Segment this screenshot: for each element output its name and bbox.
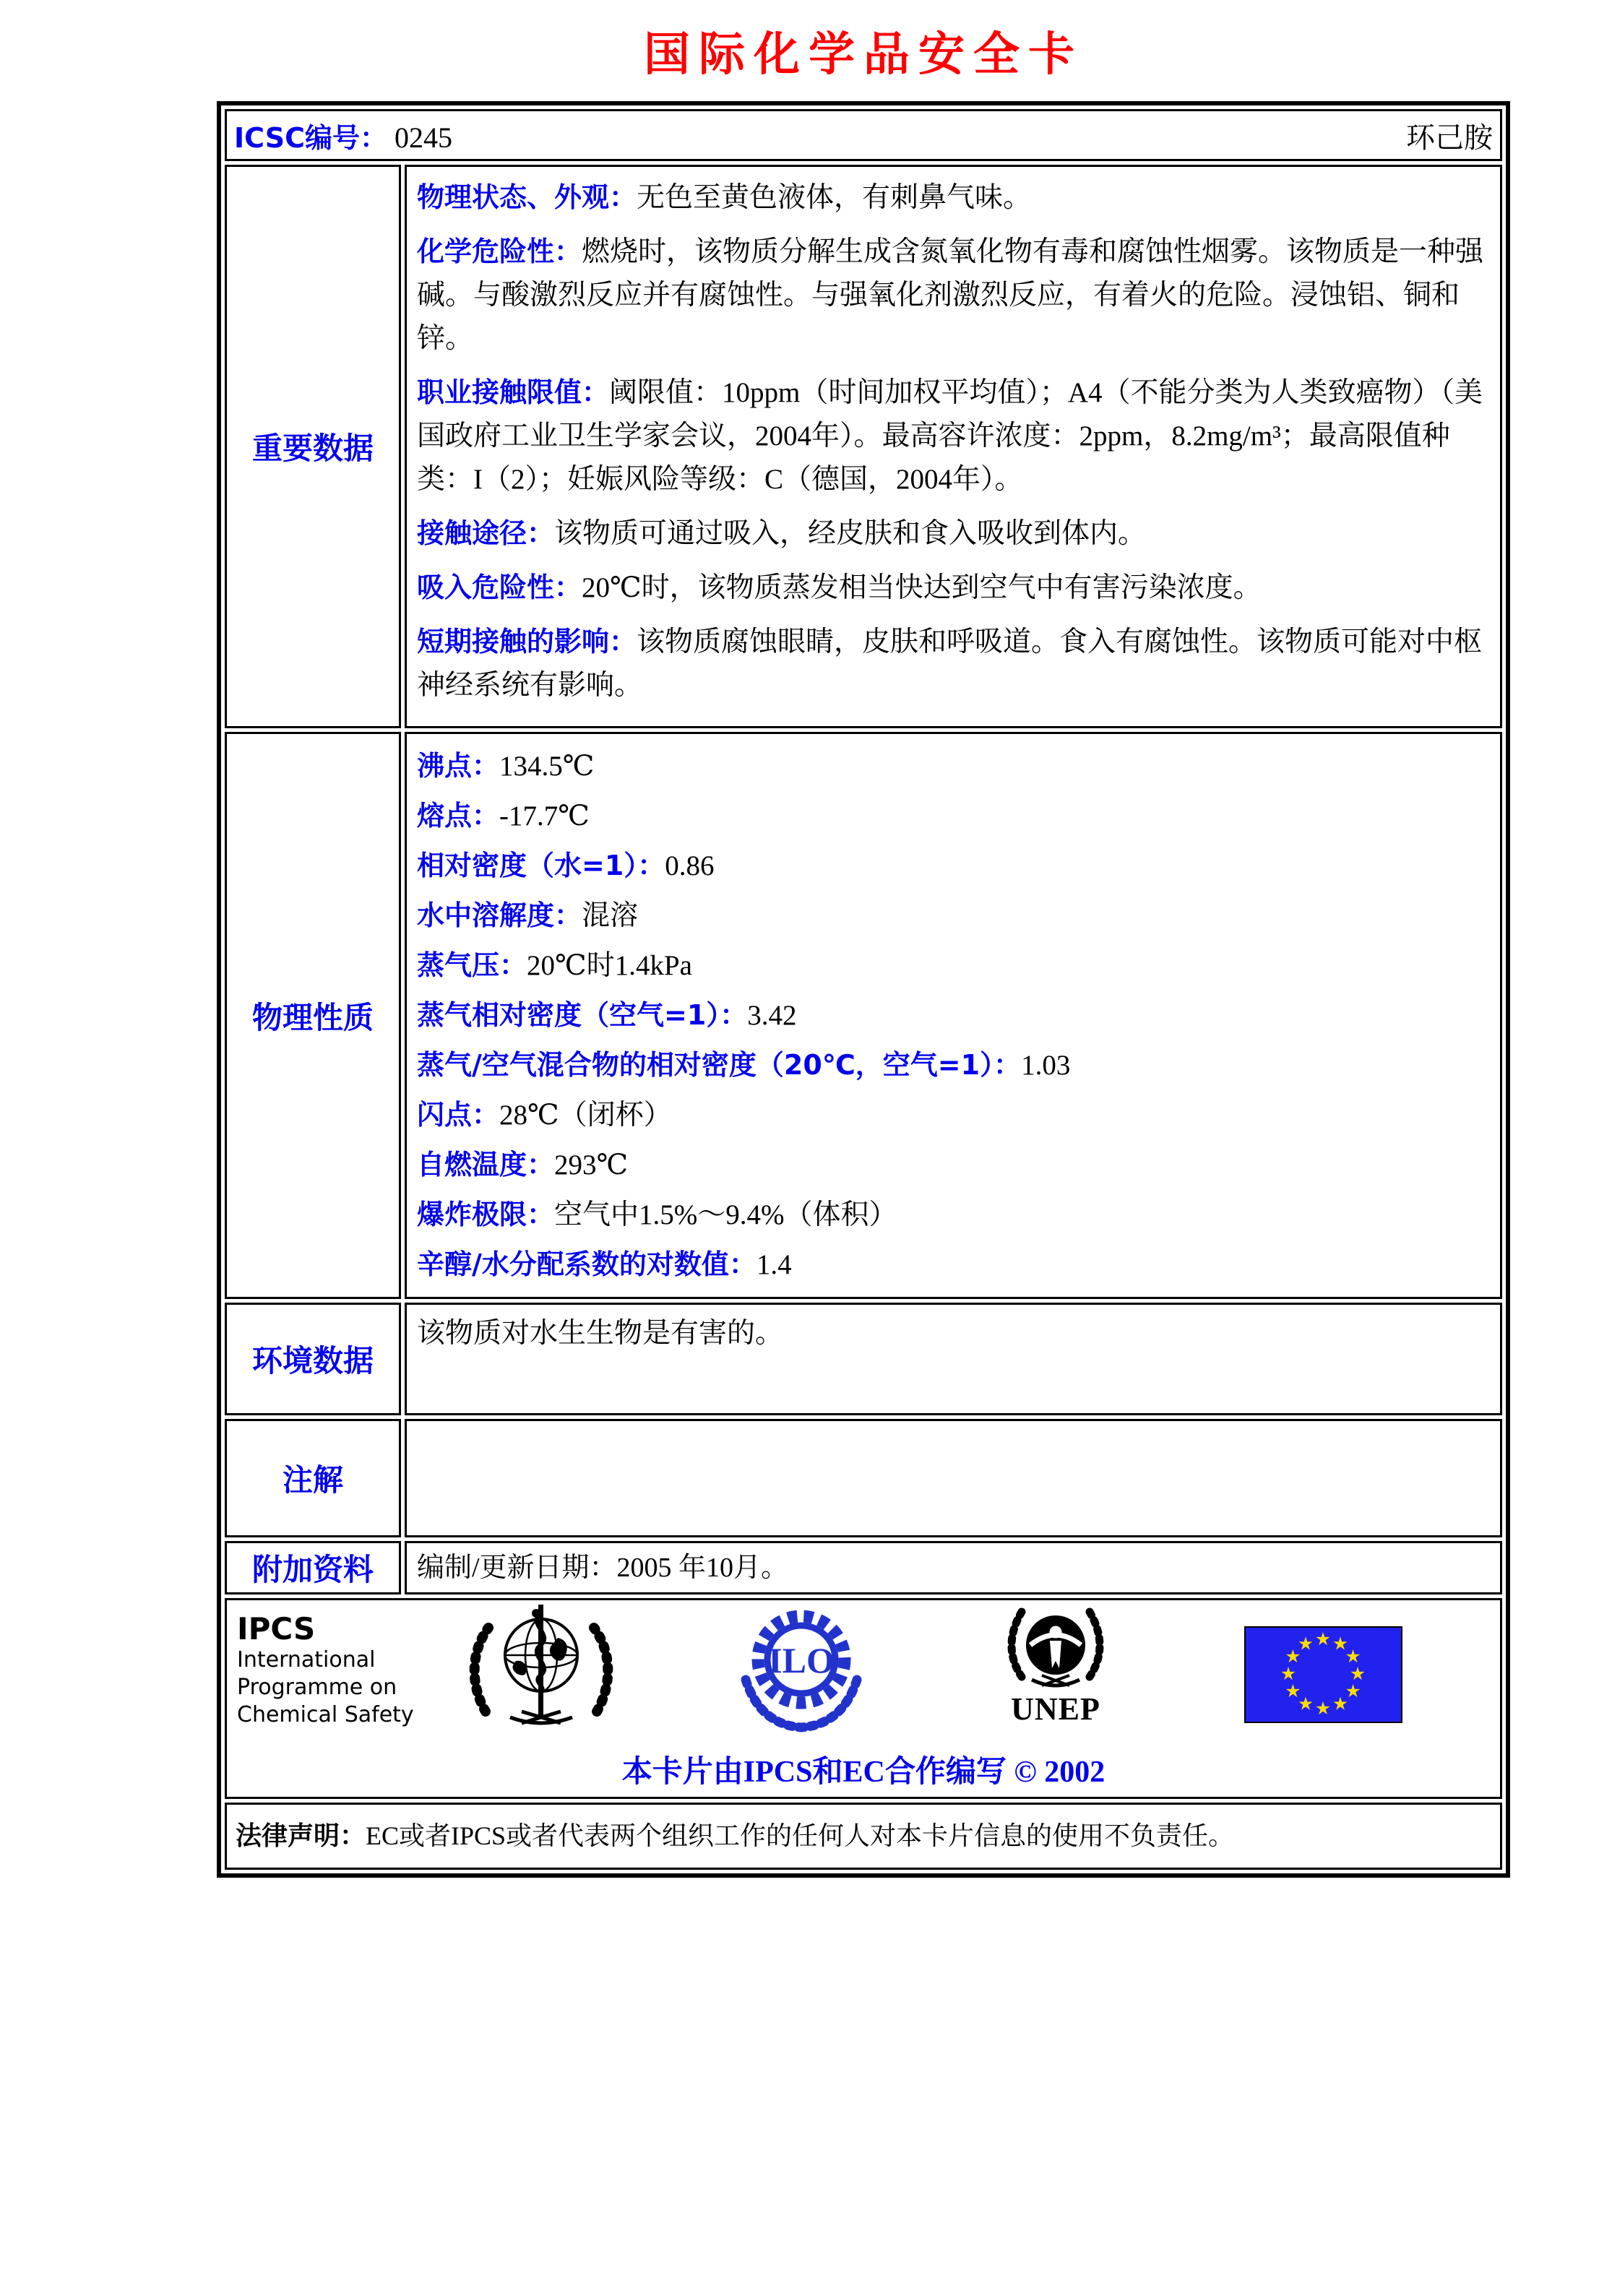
property-line: 自燃温度：293℃ xyxy=(417,1149,629,1181)
property-line: 闪点：28℃（闭杯） xyxy=(417,1099,672,1131)
legal-row xyxy=(225,1803,1502,1870)
card-header xyxy=(227,111,1500,159)
physical-properties-label: 物理性质 xyxy=(225,732,401,1299)
important-data-content xyxy=(407,167,1500,726)
environmental-data-content: 该物质对水生生物是有害的。 xyxy=(417,1318,784,1349)
ilo-logo-icon xyxy=(733,1600,870,1741)
property-line: 熔点：-17.7℃ xyxy=(417,800,590,832)
header-row xyxy=(225,109,1502,161)
section-notes xyxy=(225,1419,1502,1537)
page-title: 国际化学品安全卡 xyxy=(644,28,1083,82)
icsc-number: 0245 xyxy=(395,121,452,154)
who-logo-icon xyxy=(465,1603,617,1733)
ilo-logo-text: ILO xyxy=(768,1640,835,1680)
section-important-data xyxy=(225,165,1502,728)
important-item: 短期接触的影响：该物质腐蚀眼睛，皮肤和呼吸道。食入有腐蚀性。该物质可能对中枢神经系统有影响。 xyxy=(417,626,1483,701)
notes-content xyxy=(407,1421,1500,1438)
additional-info-content: 编制/更新日期：2005 年10月。 xyxy=(417,1553,789,1583)
logos-strip xyxy=(227,1600,1500,1797)
property-line: 辛醇/水分配系数的对数值：1.4 xyxy=(417,1248,792,1280)
additional-info-label: 附加资料 xyxy=(225,1541,401,1594)
important-item: 接触途径：该物质可通过吸入，经皮肤和食入吸收到体内。 xyxy=(417,517,1147,549)
important-item: 吸入危险性：20℃时，该物质蒸发相当快达到空气中有害污染浓度。 xyxy=(417,571,1262,603)
section-additional-info xyxy=(225,1541,1502,1594)
physical-properties-list xyxy=(407,734,1500,1297)
section-physical-properties xyxy=(225,732,1502,1299)
property-line: 蒸气/空气混合物的相对密度（20℃，空气=1）：1.03 xyxy=(417,1049,1071,1081)
important-item: 化学危险性：燃烧时，该物质分解生成含氮氧化物有毒和腐蚀性烟雾。该物质是一种强碱。与酸激烈反应并有腐蚀性。与强氧化剂激烈反应，有着火的危险。浸蚀铝、铜和锌。 xyxy=(417,236,1484,354)
important-item: 职业接触限值：阈限值：10ppm（时间加权平均值）；A4（不能分类为人类致癌物）（美国政府工业卫生学家会议，2004年）。最高容许浓度：2ppm，8.2mg/m³；最高限值种类：I（2）；妊娠风险等级：C（德国，2004年）。 xyxy=(417,376,1483,495)
property-line: 蒸气相对密度（空气=1）：3.42 xyxy=(417,999,797,1031)
environmental-data-label: 环境数据 xyxy=(225,1303,401,1415)
legal-notice-label: 法律声明： xyxy=(236,1821,366,1851)
property-line: 沸点：134.5℃ xyxy=(417,750,595,782)
chemical-name: 环己胺 xyxy=(1406,121,1493,154)
notes-label: 注解 xyxy=(225,1419,401,1537)
card-table xyxy=(217,101,1510,1878)
unep-logo-text: UNEP xyxy=(1011,1691,1100,1727)
legal-notice: 法律声明：EC或者IPCS或者代表两个组织工作的任何人对本卡片信息的使用不负责任。 xyxy=(236,1821,1235,1851)
ipcs-acronym: IPCS xyxy=(237,1611,316,1647)
ipcs-text-block: IPCS International Programme on Chemical Safety xyxy=(237,1611,414,1727)
eu-flag-icon xyxy=(1244,1626,1402,1723)
property-line: 蒸气压：20℃时1.4kPa xyxy=(417,949,692,981)
section-environmental-data xyxy=(225,1303,1502,1415)
property-line: 水中溶解度：混溶 xyxy=(417,899,639,931)
unep-logo-icon xyxy=(1001,1600,1110,1741)
cooperation-caption: 本卡片由IPCS和EC合作编写 © 2002 xyxy=(621,1756,1105,1789)
important-data-label: 重要数据 xyxy=(225,165,401,728)
property-line: 相对密度（水=1）：0.86 xyxy=(417,850,715,881)
logos-row xyxy=(225,1598,1502,1799)
property-line: 爆炸极限：空气中1.5%～9.4%（体积） xyxy=(417,1199,897,1230)
important-item: 物理状态、外观：无色至黄色液体，有刺鼻气味。 xyxy=(417,181,1032,213)
copyright: © 2002 xyxy=(1014,1756,1105,1789)
icsc-number-label: ICSC编号： xyxy=(234,121,387,154)
